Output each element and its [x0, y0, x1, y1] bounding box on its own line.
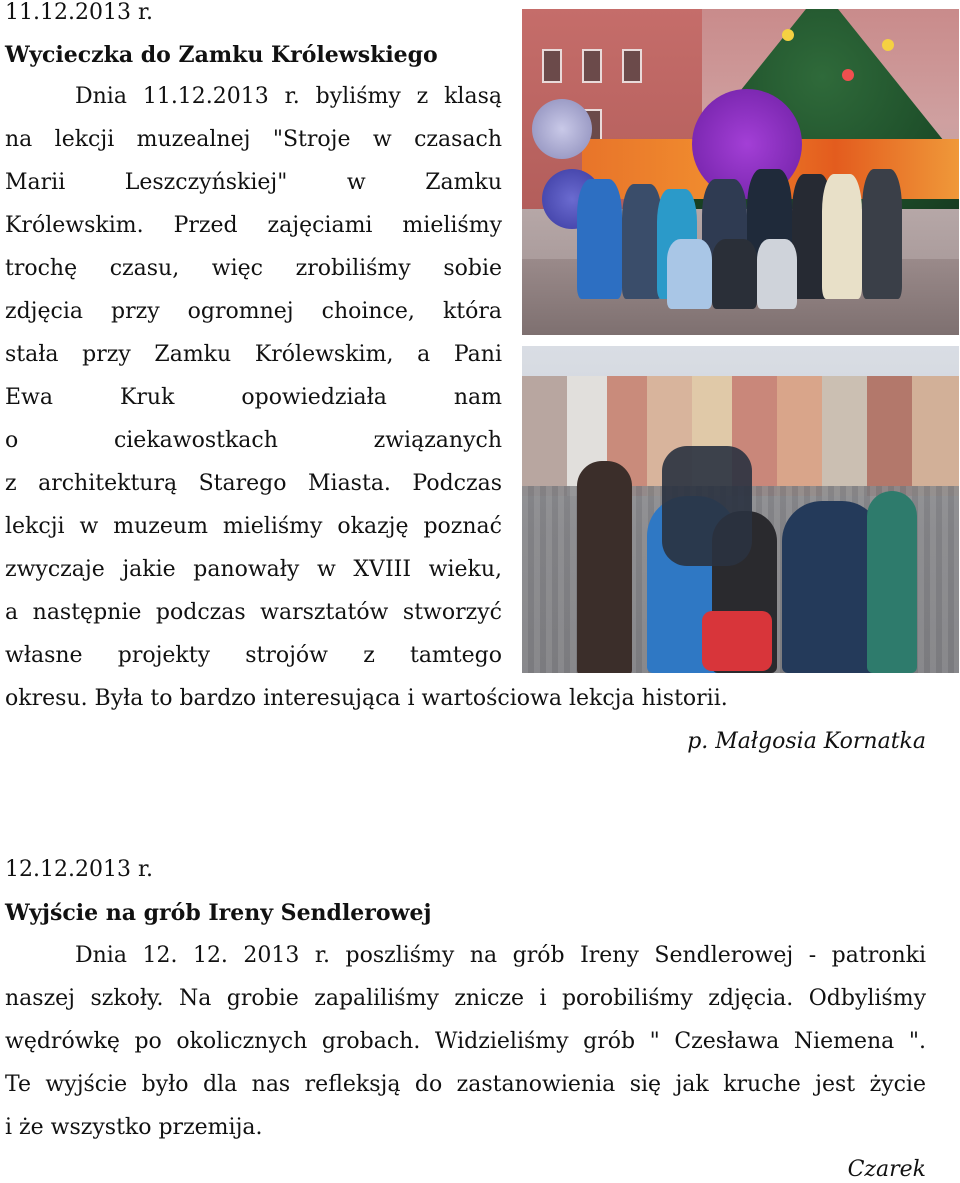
entry1-title: Wycieczka do Zamku Królewskiego: [5, 42, 438, 68]
entry1-line-8: Ewa Kruk opowiedziała nam: [5, 385, 502, 410]
entry1-line-5: trochę czasu, więc zrobiliśmy sobie: [5, 256, 502, 281]
entry1-line-11: lekcji w muzeum mieliśmy okazję poznać: [5, 514, 502, 539]
christmas-tree-group-photo: [522, 9, 959, 335]
entry1-line-1: Dnia 11.12.2013 r. byliśmy z klasą: [75, 84, 502, 109]
entry2-line-5: i że wszystko przemija.: [5, 1115, 263, 1140]
entry1-line-4: Królewskim. Przed zajęciami mieliśmy: [5, 213, 502, 238]
entry2-line-1: Dnia 12. 12. 2013 r. poszliśmy na grób Ireny Sendlerowej - patronki: [75, 943, 926, 968]
entry1-line-14: własne projekty strojów z tamtego: [5, 643, 502, 668]
entry1-line-13: a następnie podczas warsztatów stworzyć: [5, 600, 502, 625]
entry1-signature: p. Małgosia Kornatka: [687, 729, 926, 754]
entry1-line-6: zdjęcia przy ogromnej choince, która: [5, 299, 502, 324]
entry1-line-7: stała przy Zamku Królewskim, a Pani: [5, 342, 502, 367]
entry2-line-4: Te wyjście było dla nas refleksją do zastanowienia się jak kruche jest życie: [5, 1072, 926, 1097]
entry1-line-10: z architekturą Starego Miasta. Podczas: [5, 471, 502, 496]
entry2-date: 12.12.2013 r.: [5, 857, 154, 882]
entry2-line-2: naszej szkoły. Na grobie zapaliliśmy znicze i porobiliśmy zdjęcia. Odbyliśmy: [5, 986, 926, 1011]
entry1-line-9: o ciekawostkach związanych: [5, 428, 502, 453]
entry1-line-3: Marii Leszczyńskiej" w Zamku: [5, 170, 502, 195]
entry1-date: 11.12.2013 r.: [5, 0, 154, 25]
entry2-line-3: wędrówkę po okolicznych grobach. Widzieliśmy grób " Czesława Niemena ".: [5, 1029, 926, 1054]
entry1-line-15: okresu. Była to bardzo interesująca i wartościowa lekcja historii.: [5, 686, 728, 711]
entry2-title: Wyjście na grób Ireny Sendlerowej: [5, 900, 432, 926]
old-town-square-photo: [522, 346, 959, 673]
entry2-signature: Czarek: [847, 1157, 926, 1182]
entry1-line-2: na lekcji muzealnej "Stroje w czasach: [5, 127, 502, 152]
entry1-line-12: zwyczaje jakie panowały w XVIII wieku,: [5, 557, 502, 582]
